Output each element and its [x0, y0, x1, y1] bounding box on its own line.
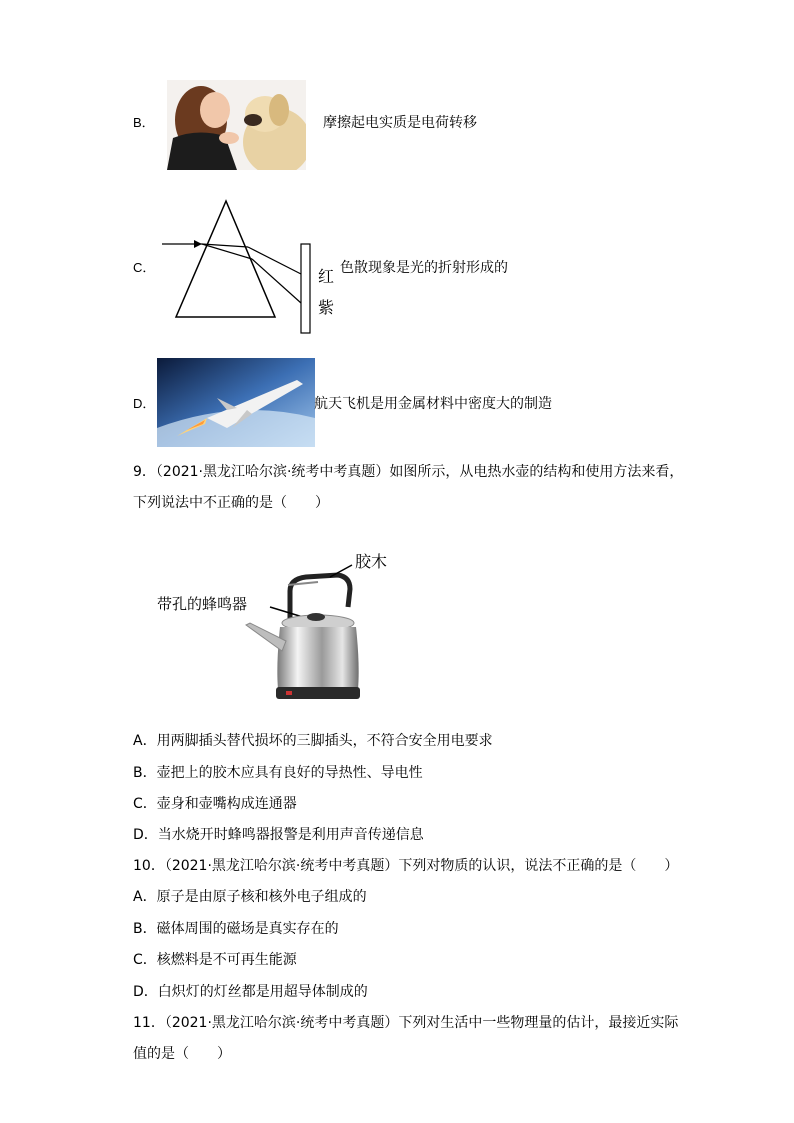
q9-stem-line1: 9．（2021·黑龙江哈尔滨·统考中考真题）如图所示，从电热水壶的结构和使用方法来看， — [133, 464, 684, 480]
q10-option-a: A．原子是由原子核和核外电子组成的 — [133, 889, 367, 905]
q10-option-d: D．白炽灯的灯丝都是用超导体制成的 — [133, 984, 368, 1000]
q11-stem-line1: 11．（2021·黑龙江哈尔滨·统考中考真题）下列对生活中一些物理量的估计，最接近实际 — [133, 1015, 679, 1031]
label-purple: 紫 — [318, 298, 335, 317]
girl-with-dog-photo — [167, 80, 306, 170]
option-d-letter: D． — [133, 396, 156, 411]
q10-stem: 10．（2021·黑龙江哈尔滨·统考中考真题）下列对物质的认识，说法不正确的是（ ） — [133, 858, 679, 874]
option-c-text: 色散现象是光的折射形成的 — [340, 260, 508, 276]
option-c-letter: C． — [133, 260, 156, 275]
q9-option-b: B．壶把上的胶木应具有良好的导热性、导电性 — [133, 765, 423, 781]
option-d-text: 航天飞机是用金属材料中密度大的制造 — [314, 396, 552, 412]
label-red: 红 — [318, 267, 335, 286]
electric-kettle-figure — [230, 555, 430, 710]
q11-stem-line2: 值的是（ ） — [133, 1046, 231, 1062]
option-b-letter: B． — [133, 115, 155, 130]
q9-stem-line2: 下列说法中不正确的是（ ） — [133, 495, 329, 511]
label-handle: 胶木 — [355, 552, 388, 571]
label-buzzer: 带孔的蜂鸣器 — [157, 595, 248, 613]
q9-option-d: D．当水烧开时蜂鸣器报警是利用声音传递信息 — [133, 827, 424, 843]
space-shuttle-photo — [157, 358, 315, 447]
q9-option-a: A．用两脚插头替代损坏的三脚插头，不符合安全用电要求 — [133, 733, 493, 749]
q10-option-c: C．核燃料是不可再生能源 — [133, 952, 297, 968]
q9-option-c: C．壶身和壶嘴构成连通器 — [133, 796, 297, 812]
option-b-text: 摩擦起电实质是电荷转移 — [323, 115, 477, 131]
q10-option-b: B．磁体周围的磁场是真实存在的 — [133, 921, 339, 937]
